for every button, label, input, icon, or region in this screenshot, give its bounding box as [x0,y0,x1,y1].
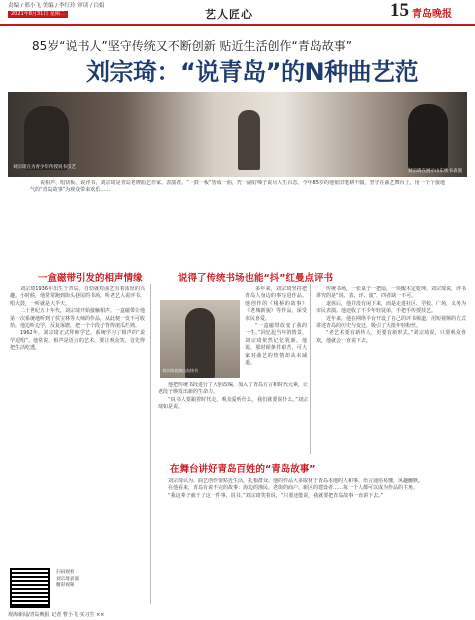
issue-date: 2021年8月31日 星期二 [8,11,68,18]
text-column-3 [316,286,466,454]
paragraph: 传统书场，一张桌子一把扇，一块醒木定乾坤。刘宗琦说，评书讲究的是“说、表、评、演”，四者缺一不可。 [316,286,466,300]
paragraph: 近年来，他在网络平台开设了自己的评书频道，用短视频的方式讲述青岛的历史与变迁，吸引了大批年轻粉丝。 [316,315,466,330]
photo-caption-left: 刘宗琦在为青少年传授说书技艺 [13,165,76,170]
text-column-2b [158,382,308,454]
paragraph: 刘宗琦认为，曲艺创作要贴近生活，扎根群众。他的作品大多取材于青岛本地的人和事，语言通俗易懂，风趣幽默。 [168,478,424,484]
column-divider [310,284,311,454]
performance-photo-caption: 刘宗琦表演山东快书 [162,368,198,373]
article-headline: 刘宗琦：“说青岛”的N种曲艺范 [86,58,419,86]
article-subhead: 85岁“说书人”坚守传统又不断创新 贴近生活创作“青岛故事” [32,39,352,53]
section-title-2: 说得了传统书场也能“抖”红曼点评书 [178,273,333,284]
paragraph: 退休后，他并没有闲下来，而是走进社区、学校、广场，义务为市民表演。他还收了不少年轻徒弟，手把手传授技艺。 [316,300,466,315]
paragraph: 1962年，刘宗琦正式拜师学艺，系统学习了相声的“说学逗唱”。他常说，相声是语言的艺术，要让观众笑，首先得把生活吃透。 [10,330,145,352]
section-title-3: 在舞台讲好青岛百姓的“青岛故事” [170,464,316,475]
text-column-1 [10,286,145,564]
paragraph: 二十世纪五十年代，刘宗琦开始接触相声。一盒磁带让他第一次系统地听到了侯宝林等大师的作品，从此便一发不可收拾。他边听边学，反复琢磨，把一个个段子背得滚瓜烂熟。 [10,308,145,330]
article-intro [30,180,445,220]
editor-credits: 责编 / 邢小飞 美编 / 李红玲 审读 / 白娟 [8,3,105,9]
page-header [0,0,475,30]
performer-figure-left [24,106,69,170]
article-byline: 观海新闻/青岛晚报 记者 曹小飞 实习生 ×× [8,612,105,618]
header-divider [0,24,475,26]
qr-code-caption: 扫码观看 刘宗琦表演 精彩视频 [56,570,79,588]
photo-caption-right: 刘宗琦在展示山东快书表演 [408,169,462,174]
performance-photo [160,300,240,378]
paragraph: “老艺术要有新传人，更要有新形式。”刘宗琦说，只要观众喜欢，他就会一直说下去。 [316,330,466,344]
paragraph: 多年来，刘宗琦坚持把青岛人身边的事写进作品。他创作的《栈桥的故事》《老城新貌》等作品，深受市民喜爱。 [245,286,307,322]
paragraph: “一盒磁带改变了我的一生。”回忆起当年的情景，刘宗琦依然记忆犹新。他说，那时候条件艰苦，可大家对曲艺的热情却从未减退。 [245,323,307,367]
column-divider [150,284,151,604]
paragraph: 刘宗琦1936年出生于青岛，自幼就对曲艺有着浓厚的兴趣。小时候，他常常跑到街头巷尾的书场，听老艺人说评书、唱大鼓，一听就是大半天。 [10,286,145,307]
paragraph: “我这辈子就干了这一件事，说书。”刘宗琦笑着说，“只要还能说，我就要把青岛故事一直讲下去。” [168,492,384,499]
section-title-1: 一盒磁带引发的相声情缘 [38,273,143,284]
page-number: 15 [390,0,409,21]
paragraph: 他把传统书段进行了大胆改编，加入了青岛方言和时代元素，让老段子焕发出新的生命力。 [158,382,308,396]
text-column-4 [158,478,466,606]
newspaper-logo: 青岛晚报 [412,9,452,20]
section-name: 艺人匠心 [205,8,253,21]
paragraph: “说书人要跟着时代走，观众爱听什么，我们就要说什么。”刘宗琦如是说。 [158,396,308,411]
intro-paragraph: 说相声、唱快板、说评书，刘宗琦是青岛老牌曲艺作家、表演者。“一鼓一板”皆成一曲，凭一副好嗓子说尽人生百态。今年85岁的他依旧笔耕不辍，坚守在曲艺舞台上，用一个个接地气的“青岛故事”为观众带来欢乐…… [30,180,445,194]
main-photo [8,92,467,177]
qr-code[interactable] [10,568,50,608]
performer-figure-center [238,110,260,170]
performer-figure-right [408,104,448,170]
paragraph: 在他看来，青岛有说不完的故事：海边的渔民、老街的商户、新区的建设者……每一个人都可以成为作品的主角。 [168,485,419,492]
